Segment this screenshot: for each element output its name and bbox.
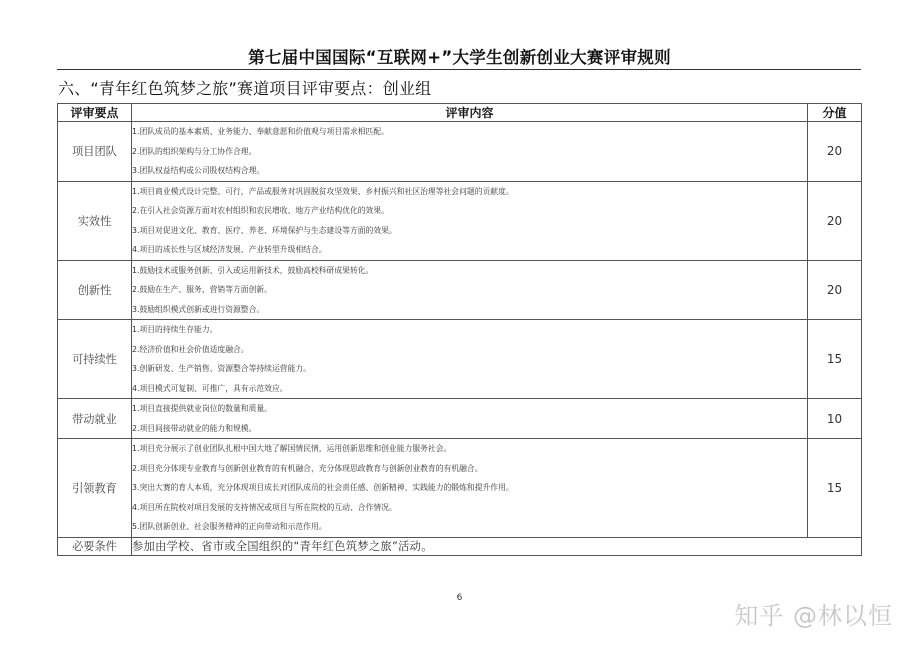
section-heading: 六、“青年红色筑梦之旅”赛道项目评审要点：创业组 [58, 79, 432, 98]
table-row [58, 439, 862, 538]
list-item: 2.团队的组织架构与分工协作合理。 [132, 146, 257, 156]
table-header-row [58, 104, 862, 122]
row-score: 15 [808, 320, 862, 399]
table-row [58, 122, 862, 182]
list-item: 1.项目的持续生存能力。 [132, 325, 218, 334]
requirement-content: 参加由学校、省市或全国组织的“青年红色筑梦之旅”活动。 [132, 537, 862, 555]
table-row [58, 320, 862, 399]
table-row [58, 260, 862, 320]
list-item: 3.创新研发、生产销售、资源整合等持续运营能力。 [132, 364, 311, 373]
row-score: 20 [808, 122, 862, 182]
row-content [132, 399, 808, 439]
list-item: 2.项目间接带动就业的能力和规模。 [132, 423, 257, 433]
list-item: 4.项目模式可复制、可推广，具有示范效应。 [132, 383, 288, 393]
row-content [132, 122, 808, 182]
row-score: 20 [808, 260, 862, 320]
table-row [58, 399, 862, 439]
row-score: 20 [808, 181, 862, 260]
row-criterion: 可持续性 [58, 320, 132, 399]
list-item: 3.项目对促进文化、教育、医疗、养老、环境保护与生态建设等方面的效果。 [132, 225, 397, 235]
table-row [58, 181, 862, 260]
page-number: 6 [456, 593, 463, 603]
list-item: 2.鼓励在生产、服务、营销等方面创新。 [132, 285, 272, 294]
row-criterion: 带动就业 [58, 399, 132, 439]
row-criterion: 引领教育 [58, 439, 132, 538]
list-item: 3.团队权益结构或公司股权结构合理。 [132, 166, 265, 175]
row-content [132, 260, 808, 320]
watermark: 知乎 @林以恒 [734, 602, 893, 630]
list-item: 1.团队成员的基本素质、业务能力、奉献意愿和价值观与项目需求相匹配。 [132, 127, 389, 136]
list-item: 2.项目充分体现专业教育与创新创业教育的有机融合，充分体现思政教育与创新创业教育的有机融合。 [132, 463, 483, 473]
row-score: 10 [808, 399, 862, 439]
requirement-criterion: 必要条件 [58, 537, 132, 555]
row-content [132, 320, 808, 399]
row-content [132, 439, 808, 538]
title-divider [57, 69, 861, 70]
list-item: 3.鼓励组织模式创新或进行资源整合。 [132, 304, 265, 314]
list-item: 4.项目所在院校对项目发展的支持情况或项目与所在院校的互动、合作情况。 [132, 502, 397, 512]
list-item: 2.经济价值和社会价值适度融合。 [132, 344, 249, 354]
row-criterion: 创新性 [58, 260, 132, 320]
row-criterion: 实效性 [58, 181, 132, 260]
row-content [132, 181, 808, 260]
list-item: 5.团队创新创业、社会服务精神的正向带动和示范作用。 [132, 522, 327, 531]
list-item: 3.突出大赛的育人本质，充分体现项目成长对团队成员的社会责任感、创新精神、实践能力的锻炼和提升作用。 [132, 483, 514, 492]
list-item: 4.项目的成长性与区域经济发展、产业转型升级相结合。 [132, 245, 327, 254]
requirement-row [58, 537, 862, 555]
header-criterion: 评审要点 [58, 104, 132, 122]
header-score: 分值 [808, 104, 862, 122]
row-score: 15 [808, 439, 862, 538]
list-item: 2.在引入社会资源方面对农村组织和农民增收、地方产业结构优化的效果。 [132, 206, 389, 215]
evaluation-table [57, 103, 862, 556]
page-title: 第七届中国国际“互联网+”大学生创新创业大赛评审规则 [248, 48, 671, 67]
list-item: 1.项目充分展示了创业团队扎根中国大地了解国情民情，运用创新思维和创业能力服务社会。 [132, 444, 452, 453]
row-criterion: 项目团队 [58, 122, 132, 182]
list-item: 1.项目直接提供就业岗位的数量和质量。 [132, 404, 272, 413]
header-content: 评审内容 [132, 104, 808, 122]
list-item: 1.项目商业模式设计完整、可行，产品或服务对巩固脱贫攻坚效果、乡村振兴和社区治理等社会问题的贡献度。 [132, 186, 514, 196]
list-item: 1.鼓励技术或服务创新、引入或运用新技术，鼓励高校科研成果转化。 [132, 265, 374, 275]
